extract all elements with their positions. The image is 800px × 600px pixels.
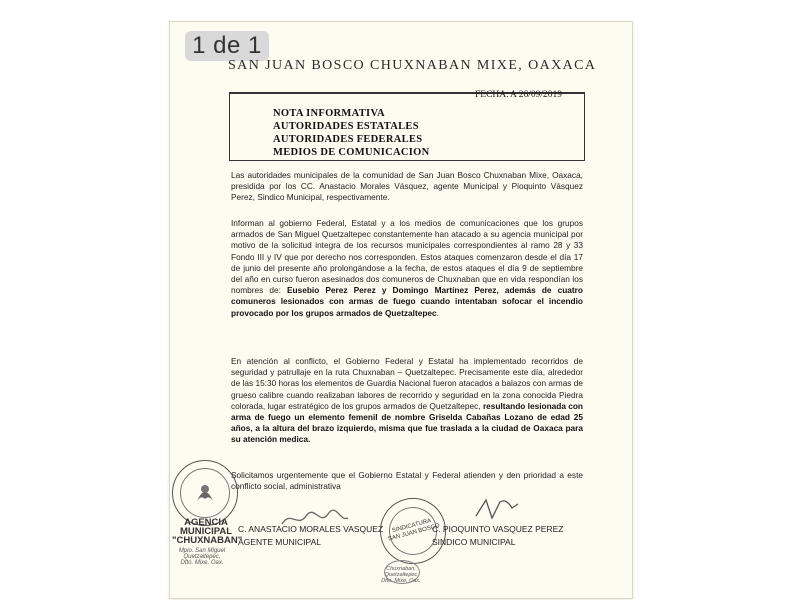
paragraph-report [231,218,583,319]
addressee-box [229,92,585,161]
small-stamp-text: Chuxnaban, Quetzaltepec Dtto. Mixe, Oax. [381,566,421,584]
paragraph-incident-text: En atención al conflicto, el Gobierno Federal y Estatal ha implementado recorridos de seguridad y patrullaje en la ruta Chuxnaban – Quetzaltepec. Precisamente este día, alrededor de las 15:30 horas los elementos de Guardia Nacional fueron atacados a balazos con armas de grueso calibre cuando realizaban labores de recorrido y seguridad en la zona conocida Piedra colorada, lugar estratégico de los grupos armados de Quetzaltepec, [231,356,583,411]
addressee-line: AUTORIDADES FEDERALES [273,134,423,145]
paragraph-incident-bold: resultando lesionada con arma de fuego un elemento femenil de nombre Griselda Cabañas Lozano de edad 25 años, a la altura del brazo izquierdo, misma que fue traslada a la ciudad de Oaxaca para su atención medica. [231,400,584,445]
signer-2-name: C. PIOQUINTO VASQUEZ PEREZ [432,524,564,534]
signature-2-scribble [472,494,522,528]
agency-stamp-title: AGENCIA MUNICIPAL "CHUXNABAN" [172,517,243,546]
addressee-line: NOTA INFORMATIVA [273,108,385,119]
paragraph-report-end: . [436,307,439,318]
addressee-line: AUTORIDADES ESTATALES [273,121,419,132]
paragraph-intro: Las autoridades municipales de la comunidad de San Juan Bosco Chuxnaban Mixe, Oaxaca, presidida por los CC. Anastacio Morales Vásquez, agente Municipal y Pioquinto Vásquez Perez, Sindico Municipal, respectivamente. [231,170,583,203]
page-indicator: 1 de 1 [185,31,269,61]
signer-1-title: AGENTE MUNICIPAL [238,537,321,547]
paragraph-request: Solicitamos urgentemente que el Gobierno Estatal y Federal atienden y den prioridad a este conflicto social, administrativa [231,470,583,492]
eagle-emblem-icon [173,461,237,525]
date-value: A 26/09/2019 [510,90,562,100]
agency-stamp-subtitle: Mpio. San Miguel Quetzaltepec, Dtto. Mixe, Oax. [178,548,226,566]
signer-2-title: SINDICO MUNICIPAL [432,537,516,547]
paragraph-report-text: Informan al gobierno Federal, Estatal y a los medios de comunicaciones que los grupos armados de San Miguel Quetzaltepec constantemente han atacado a su agencia municipal por motivo de la solicitud integra de los recursos municipales correspondientes al ramo 28 y 33 Fondo III y IV que por derecho nos corresponden. Estos ataques comenzaron desde el día 17 de junio del presente año prolongándose a la fecha, de estos ataques el día 9 de septiembre del año en curso fueron asesinados dos comuneros de Chuxnaban que en vida respondían los nombres de: [231,218,583,296]
paragraph-report-bold: Eusebio Perez Perez y Domingo Martínez Perez, además de cuatro comuneros lesionados con armas de fuego cuando intentaban sofocar el incendio provocado por los grupos armados de Quetzaltepec [231,285,583,318]
addressee-line: MEDIOS DE COMUNICACION [273,147,430,158]
paragraph-incident [231,356,583,446]
date-label: FECHA: [475,90,509,100]
signer-1-name: C. ANASTACIO MORALES VASQUEZ [238,524,384,534]
sindicatura-seal-text: SINDICATURA SAN JUAN BOSCO [387,518,441,543]
letter-heading: SAN JUAN BOSCO CHUXNABAN MIXE, OAXACA [228,58,597,73]
